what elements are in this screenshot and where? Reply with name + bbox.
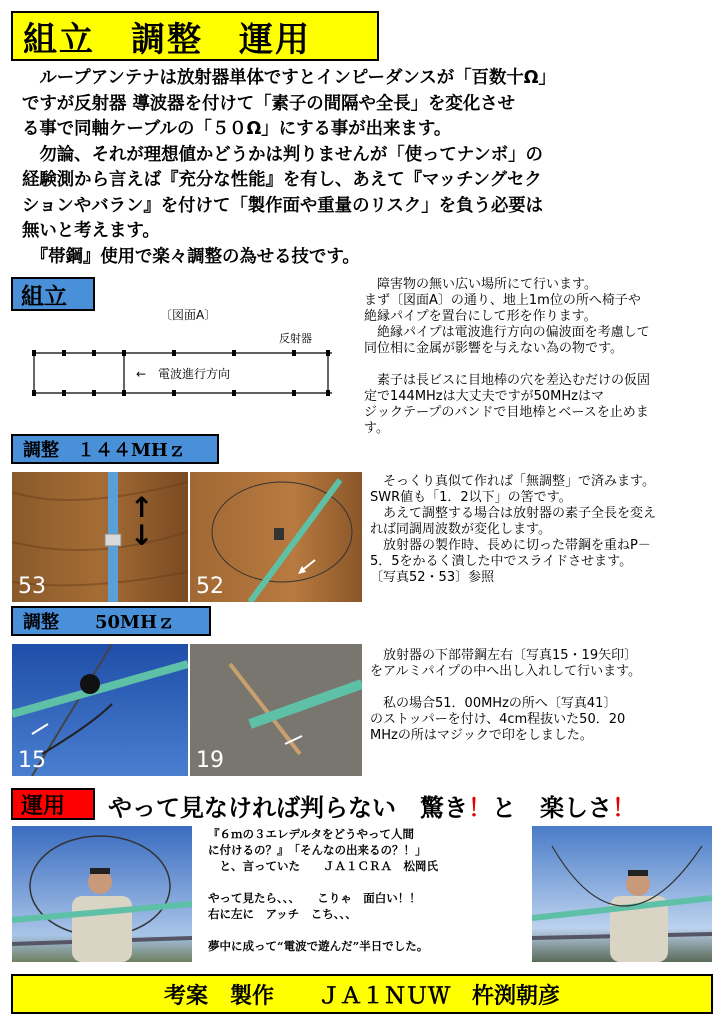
text-line: 放射器の下部帯鋼左右〔写真15・19矢印〕	[370, 648, 638, 663]
quote-line: 右に左に アッチ こち、、、	[208, 907, 357, 921]
text-line: まず〔図面A〕の通り、地上1m位の所へ椅子や	[364, 293, 641, 308]
quote-line: 夢中に成って“電波で遊んだ”半日でした。	[208, 939, 429, 953]
assembly-description	[364, 277, 716, 437]
photo-53	[12, 472, 188, 602]
photo-operator-right	[532, 826, 712, 962]
quote-line: に付けるの？』 「そんなの出来るの？！」	[208, 843, 427, 857]
section-heading-assembly: 組立	[11, 277, 95, 311]
text-line: 私の場合51．00MHzの所へ〔写真41〕	[370, 696, 617, 711]
exclamation-mark: ！	[468, 793, 492, 822]
intro-line: 勿論、それが理想値かどうかは判りませんが「使ってナンボ」の	[22, 144, 543, 165]
operation-quote	[208, 826, 438, 954]
tune50-description	[370, 648, 716, 744]
direction-label: ← 電波進行方向	[136, 367, 231, 381]
operator-left-image	[12, 826, 192, 962]
quote-line: やって見たら、、、 こりゃ 面白い！！	[208, 891, 421, 905]
text-line: す。	[364, 421, 389, 436]
section-heading-operation: 運用	[11, 788, 95, 820]
photo-19	[190, 644, 362, 776]
text-line: 〔写真52・53〕参照	[370, 570, 495, 585]
text-line: 放射器の製作時、長めに切った帯鋼を重ねP－	[370, 538, 651, 553]
antenna-layout-diagram	[32, 343, 332, 403]
text-line: 定で144MHzは大丈夫ですが50MHzはマ	[364, 389, 604, 404]
photo-number: 15	[18, 748, 46, 773]
intro-paragraph	[22, 66, 712, 270]
author-footer: 考案 製作 ＪＡ１ＮＵＷ 杵渕朝彦	[11, 974, 713, 1014]
exclamation-mark: ！	[612, 793, 636, 822]
text-line: そっくり真似て作れば「無調整」で済みます。	[370, 474, 655, 489]
slogan-part: と 楽しさ	[492, 793, 612, 822]
quote-line: 『６ｍの３エレデルタをどうやって人間	[208, 827, 414, 841]
text-line: 5．5をかるく潰した中でスライドさせます。	[370, 554, 633, 569]
intro-line: る事で同軸ケーブルの「５０Ω」にする事が出来ます。	[22, 119, 452, 139]
section-heading-50mhz: 調整 50MHｚ	[11, 606, 211, 636]
intro-line: 『帯鋼』使用で楽々調整の為せる技です。	[22, 246, 360, 267]
section-heading-144mhz: 調整 １４４MHｚ	[11, 434, 219, 464]
text-line: 障害物の無い広い場所にて行います。	[364, 277, 597, 292]
text-line: あえて調整する場合は放射器の素子全長を変え	[370, 506, 657, 521]
photo-52	[190, 472, 362, 602]
intro-line: ループアンテナは放射器単体ですとインピーダンスが「百数十Ω」	[22, 68, 556, 88]
quote-line	[208, 922, 438, 938]
text-line: のストッパーを付け、4cm程抜いた50．20	[370, 712, 626, 727]
text-line	[370, 680, 716, 696]
page-title: 組立 調整 運用	[11, 11, 379, 61]
quote-line	[208, 874, 438, 890]
text-line	[364, 357, 716, 373]
text-line: 素子は長ビスに目地棒の穴を差込むだけの仮固	[364, 373, 651, 388]
text-line: 同位相に金属が影響を与えない為の物です。	[364, 341, 623, 356]
slogan-part: やって見なければ判らない 驚き	[108, 793, 468, 822]
photo-number: 53	[18, 574, 46, 599]
reflector-label: 反射器	[279, 332, 312, 345]
diagram-caption: 〔図面A〕	[160, 308, 217, 322]
text-line: SWR値も「1．2以下」の筈です。	[370, 490, 572, 505]
operation-slogan	[108, 788, 636, 823]
photo-number: 52	[196, 574, 224, 599]
photo-15	[12, 644, 188, 776]
quote-line: と、言っていた ＪＡ１ＣＲＡ 松岡氏	[208, 859, 438, 873]
intro-line: ションやバラン』を付けて「製作面や重量のリスク」を負う必要は	[22, 195, 544, 216]
photo-number: 19	[196, 748, 224, 773]
tune144-description	[370, 474, 716, 586]
text-line: れば同調周波数が変化します。	[370, 522, 551, 537]
text-line: 絶縁パイプを置台にして形を作ります。	[364, 309, 597, 324]
text-line: ジックテープのバンドで目地棒とベースを止めま	[364, 405, 649, 420]
text-line: をアルミパイプの中へ出し入れして行います。	[370, 664, 642, 679]
text-line: 絶縁パイプは電波進行方向の偏波面を考慮して	[364, 325, 650, 340]
text-line: MHzの所はマジックで印をしました。	[370, 728, 593, 743]
operator-right-image	[532, 826, 712, 962]
intro-line: ですが反射器 導波器を付けて「素子の間隔や全長」を変化させ	[22, 93, 515, 114]
intro-line: 無いと考えます。	[22, 221, 160, 241]
up-down-arrow-icon: ↑ ↓	[130, 491, 154, 552]
photo-operator-left	[12, 826, 192, 962]
intro-line: 経験測から言えば『充分な性能』を有し、あえて『マッチングセク	[22, 170, 542, 190]
